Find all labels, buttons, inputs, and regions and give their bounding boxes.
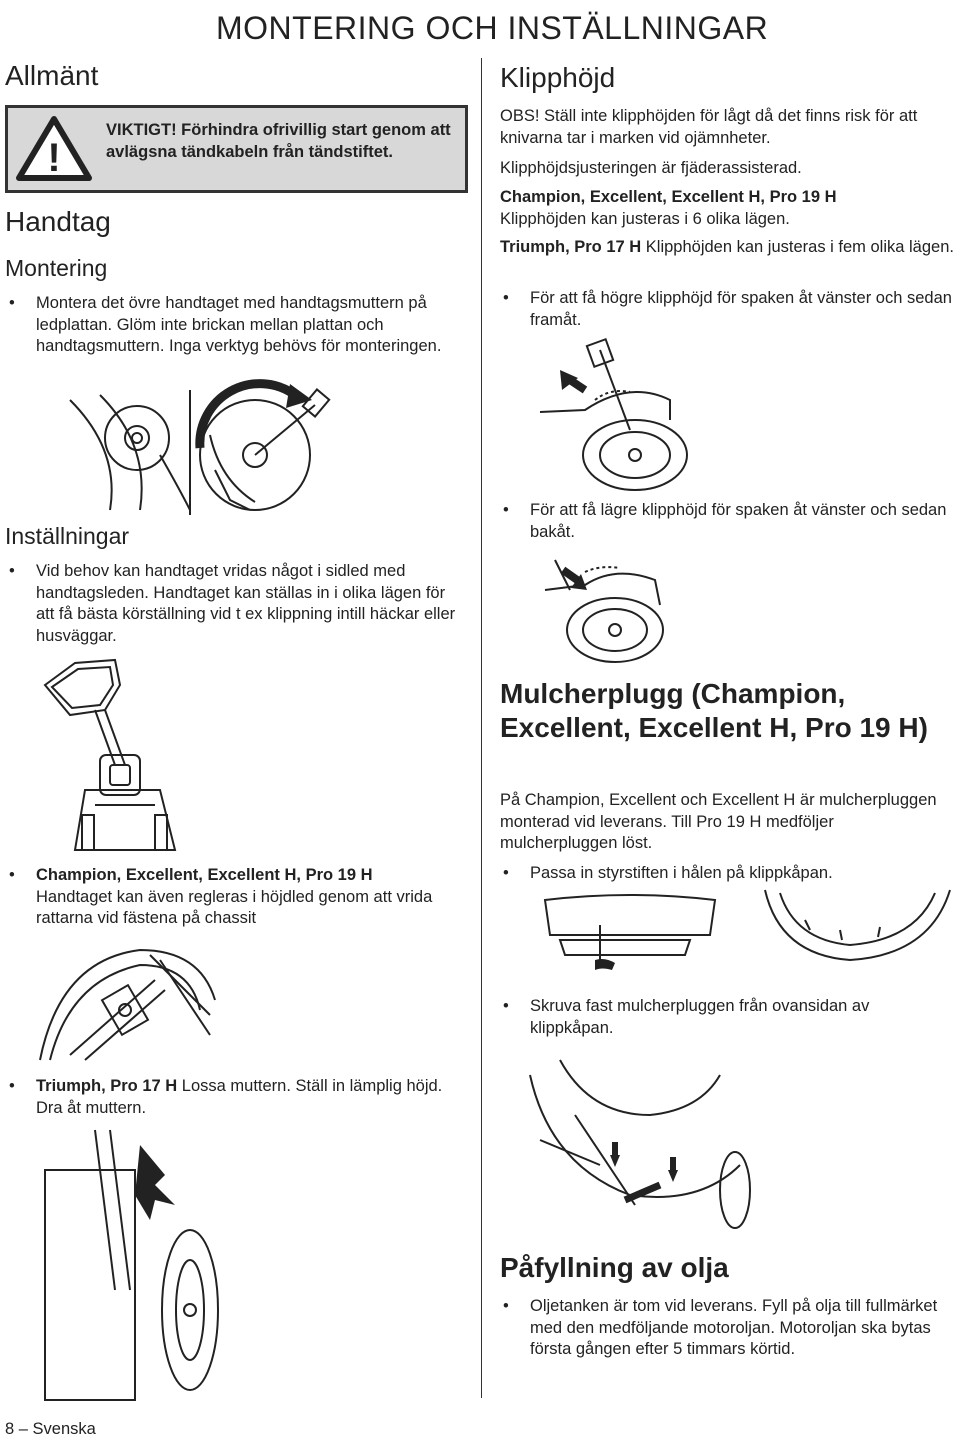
installningar-bullet: • Vid behov kan handtaget vridas något i sidled med handtagsleden. Handtaget kan ställas in i olika lägen för att få bästa körställning vid t ex klippning intill häckar eller husväggar. xyxy=(9,562,456,645)
mulch-plug-screw-illustration xyxy=(530,1055,760,1235)
triumph-handle-bold: Triumph, Pro 17 H xyxy=(36,1077,178,1095)
oil-bullet-text: Oljetanken är tom vid leverans. Fyll på olja till fullmärket med den medföljande motoroljan. Motoroljan ska bytas första gången efter 5 timmars körtid. xyxy=(530,1297,938,1358)
obs-text: OBS! Ställ inte klipphöjden för lågt då det finns risk för att knivarna tar i marken vid ojämnheter. xyxy=(500,107,918,147)
heading-pafyllning: Påfyllning av olja xyxy=(500,1252,729,1283)
mulch-text: På Champion, Excellent och Excellent H är mulcherpluggen monterad vid leverans. Till Pro 19 H medföljer mulcherpluggen löst. xyxy=(500,791,937,852)
svg-text:!: ! xyxy=(47,136,61,180)
champion-height-text xyxy=(500,187,955,230)
column-divider xyxy=(481,58,482,1398)
page-footer: 8 – Svenska xyxy=(5,1420,96,1438)
installningar-bullet-text: Vid behov kan handtaget vridas något i sidled med handtagsleden. Handtaget kan ställas in i olika lägen för att få bästa körställning vid t ex klippning intill häckar eller husväggar. xyxy=(36,562,456,645)
height-knob-illustration xyxy=(40,940,220,1065)
mulch-bullet-2: • Skruva fast mulcherpluggen från ovansidan av klippkåpan. xyxy=(503,997,870,1037)
champion-handle-bullet: • Champion, Excellent, Excellent H, Pro 19 H Handtaget kan även regleras i höjdled genom att vrida rattarna vid fästena på chassit xyxy=(9,866,433,927)
heading-mulcherplugg: Mulcherplugg (Champion, Excellent, Excellent H, Pro 19 H) xyxy=(500,678,928,743)
height-lever-forward-illustration xyxy=(540,340,710,490)
montering-bullet-text: Montera det övre handtaget med handtagsmuttern på ledplattan. Glöm inte brickan mellan plattan och handtagsmuttern. Inga verktyg behövs för monteringen. xyxy=(36,294,442,355)
triumph-height-desc: Klipphöjden kan justeras i fem olika lägen. xyxy=(641,238,954,256)
mower-handle-illustration xyxy=(40,655,190,855)
heading-handtag: Handtag xyxy=(5,206,111,237)
champion-height-bold: Champion, Excellent, Excellent H, Pro 19 H xyxy=(500,188,837,206)
triumph-height-bold: Triumph, Pro 17 H xyxy=(500,238,642,256)
lower-height-text: För att få lägre klipphöjd för spaken åt vänster och sedan bakåt. xyxy=(530,501,947,541)
triumph-height-text xyxy=(500,237,955,259)
heading-allmant: Allmänt xyxy=(5,60,99,91)
lower-height-bullet: • För att få lägre klipphöjd för spaken åt vänster och sedan bakåt. xyxy=(503,501,947,541)
assist-text: Klipphöjdsjusteringen är fjäderassisterad. xyxy=(500,159,802,177)
triumph-handle-text: Lossa muttern. Ställ in lämplig höjd. Dra åt muttern. xyxy=(36,1077,443,1117)
heading-klipphojd: Klipphöjd xyxy=(500,62,616,93)
champion-handle-text: Handtaget kan även regleras i höjdled genom att vrida rattarna vid fästena på chassit xyxy=(36,887,433,927)
heading-installningar: Inställningar xyxy=(5,523,130,549)
mulch-bullet-1-text: Passa in styrstiften i hålen på klippkåpan. xyxy=(530,864,833,882)
mulch-plug-fit-illustration xyxy=(540,885,960,985)
montering-bullet: • Montera det övre handtaget med handtagsmuttern på ledplattan. Glöm inte brickan mellan plattan och handtagsmuttern. Inga verktyg behövs för monteringen. xyxy=(9,294,442,355)
heading-montering: Montering xyxy=(5,255,108,281)
warning-text: VIKTIGT! Förhindra ofrivillig start genom att avlägsna tändkabeln från tändstiftet. xyxy=(106,121,451,161)
higher-height-text: För att få högre klipphöjd för spaken åt vänster och sedan framåt. xyxy=(530,289,952,329)
page-header-title: MONTERING OCH INSTÄLLNINGAR xyxy=(216,10,769,46)
mulch-bullet-1: • Passa in styrstiften i hålen på klippkåpan. xyxy=(503,864,833,882)
higher-height-bullet: • För att få högre klipphöjd för spaken åt vänster och sedan framåt. xyxy=(503,289,952,329)
handle-nut-illustration xyxy=(40,1130,220,1410)
triumph-handle-bullet: • Triumph, Pro 17 H Lossa muttern. Ställ in lämplig höjd. Dra åt muttern. xyxy=(9,1077,443,1117)
champion-height-desc: Klipphöjden kan justeras i 6 olika lägen. xyxy=(500,209,790,228)
height-lever-back-illustration xyxy=(545,550,675,670)
mulch-bullet-2-text: Skruva fast mulcherpluggen från ovansidan av klippkåpan. xyxy=(530,997,870,1037)
oil-bullet: • Oljetanken är tom vid leverans. Fyll på olja till fullmärket med den medföljande motoroljan. Motoroljan ska bytas första gången efter 5 timmars körtid. xyxy=(503,1297,938,1358)
warning-triangle-icon xyxy=(16,116,92,187)
champion-handle-bold: Champion, Excellent, Excellent H, Pro 19 H xyxy=(36,866,373,884)
handle-mount-illustration xyxy=(40,390,340,515)
warning-box xyxy=(5,105,468,193)
